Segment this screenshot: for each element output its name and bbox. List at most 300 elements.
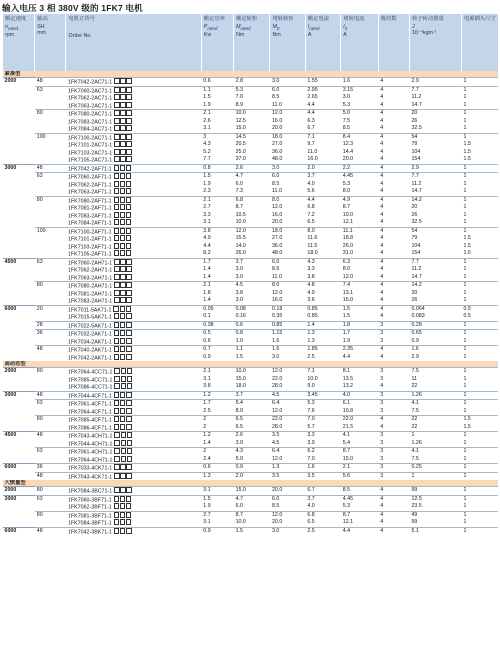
- cell-shaft-height: [35, 243, 66, 251]
- cell-stall-torque: 1.6: [270, 346, 305, 354]
- cell-rated-speed: 2000: [3, 78, 35, 87]
- option-code-boxes: [114, 243, 132, 251]
- cell-rated-power: 2: [201, 448, 233, 456]
- cell-rated-speed: 2000: [3, 487, 35, 496]
- cell-stall-torque: 1.15: [270, 330, 305, 338]
- cell-rated-torque: 3.0: [235, 439, 243, 446]
- cell-stall-current: 12.3: [342, 141, 354, 147]
- order-number-text: 1FK7034-2AK71-1: [67, 339, 112, 345]
- cell-rated-power: 3.8: [201, 227, 233, 235]
- cell-rated-torque: 26.0: [235, 250, 246, 256]
- cell-rated-torque: 25.0: [235, 148, 246, 155]
- table-row: [3, 243, 499, 251]
- cell-rated-current: 0.85: [305, 305, 340, 313]
- cell-connector-size: 1: [462, 133, 499, 141]
- option-code-boxes: [114, 204, 132, 212]
- cell-shaft-height: [35, 204, 66, 212]
- cell-rated-power: 0.5: [201, 330, 233, 338]
- cell-rated-power: 0.8: [201, 164, 233, 173]
- cell-connector-size: 1: [462, 110, 499, 118]
- cell-rated-current: 9.0: [307, 383, 315, 389]
- cell-rated-current: 11.5: [307, 242, 318, 249]
- option-code-boxes: [114, 448, 132, 456]
- order-number-text: 1FK7080-2AH71-1: [67, 283, 113, 290]
- cell-rated-speed: 3000: [3, 495, 35, 503]
- cell-rated-current: 1.4: [305, 321, 340, 330]
- cell-rated-power: 1.2: [201, 391, 233, 400]
- cell-connector-size: 1: [462, 258, 499, 266]
- order-number-text: 1FK7042-2AK71-1: [67, 355, 112, 361]
- order-number-text: 1FK7084-2AC71-1: [67, 126, 113, 133]
- cell-connector-size: 0.5: [462, 305, 499, 313]
- cell-shaft-height: 36: [35, 330, 66, 338]
- cell-stall-current: 8.7: [341, 448, 378, 456]
- cell-stall-torque: 1.3: [270, 464, 305, 473]
- cell-rated-torque: 10.5: [235, 211, 246, 218]
- table-row: [3, 330, 499, 338]
- cell-pole-pairs: 4: [380, 148, 384, 155]
- table-row: [3, 181, 499, 189]
- cell-pole-pairs: 4: [378, 282, 409, 290]
- cell-pole-pairs: 4: [378, 173, 409, 181]
- cell-order-number: [66, 354, 201, 362]
- option-code-boxes: [114, 219, 132, 227]
- cell-shaft-height: [35, 519, 66, 527]
- table-row: [3, 227, 499, 235]
- header-rated-power: 额定功率 $P_{rated}$ Kw: [201, 14, 233, 71]
- table-row: [3, 503, 499, 511]
- header-shaft-height: 轴高 SH mm: [35, 14, 66, 71]
- cell-rated-power: 1.7: [201, 400, 233, 408]
- cell-stall-torque: 16.0: [271, 117, 283, 124]
- cell-rated-power: 5.2: [203, 148, 211, 155]
- cell-shaft-height: [35, 118, 66, 126]
- cell-pole-pairs: 4: [380, 125, 384, 131]
- cell-rated-current: 1.55: [305, 78, 340, 87]
- cell-rated-torque: 5.3: [234, 86, 270, 94]
- cell-rotor-inertia: 1.26: [409, 391, 461, 400]
- cell-rated-current: 7.0: [305, 416, 340, 424]
- cell-stall-current: 4.9: [341, 196, 378, 204]
- cell-shaft-height: [35, 503, 66, 511]
- cell-rated-current: 4.0: [307, 180, 315, 187]
- cell-rated-power: 4.4: [203, 242, 211, 249]
- table-row: [3, 368, 499, 376]
- cell-rated-speed: 3000: [3, 391, 35, 400]
- cell-shaft-height: [35, 266, 66, 274]
- order-number-text: 1FK7011-5AK71-1: [67, 307, 112, 313]
- cell-shaft-height: 48: [35, 346, 66, 354]
- cell-rated-current: 1.85: [305, 346, 340, 354]
- header-pole-pairs: 极对数: [378, 14, 409, 71]
- cell-rotor-inertia: 2.9: [411, 353, 419, 360]
- table-row: [3, 346, 499, 354]
- cell-connector-size: 1: [463, 101, 467, 108]
- cell-rotor-inertia: 14.7: [411, 188, 422, 194]
- cell-rated-torque: 2.0: [234, 472, 270, 480]
- cell-rated-torque: 10.0: [235, 519, 246, 525]
- cell-stall-torque: 12.0: [270, 110, 305, 118]
- cell-order-number: [66, 78, 201, 87]
- cell-connector-size: 1: [463, 273, 467, 280]
- cell-rated-power: 3.1: [203, 125, 211, 131]
- option-code-boxes: [114, 78, 132, 86]
- cell-stall-torque: 11.0: [271, 188, 282, 194]
- cell-order-number: [66, 383, 201, 391]
- cell-stall-current: 5.4: [342, 439, 351, 446]
- cell-shaft-height: 80: [35, 487, 66, 496]
- order-number-text: 1FK7062-2AH71-1: [67, 267, 113, 274]
- cell-stall-current: 4.4: [341, 527, 378, 535]
- cell-connector-size: 1: [463, 125, 467, 131]
- cell-rated-power: 2: [201, 416, 233, 424]
- cell-rated-power: 2.1: [201, 368, 233, 376]
- cell-rated-torque: 15.0: [234, 487, 270, 496]
- cell-order-number: [66, 250, 201, 258]
- cell-pole-pairs: 3: [380, 407, 384, 414]
- cell-rated-speed: 3000: [3, 164, 35, 173]
- order-number-text: 1FK7044-4CF71-1: [67, 393, 112, 399]
- cell-rotor-inertia: 54: [409, 227, 461, 235]
- cell-rated-speed: 2000: [3, 368, 35, 376]
- cell-rated-power: 0.9: [201, 527, 233, 535]
- cell-pole-pairs: 4: [380, 180, 384, 187]
- cell-order-number: [66, 118, 201, 126]
- cell-order-number: [66, 149, 201, 157]
- cell-rated-power: 0.1: [203, 313, 211, 319]
- cell-stall-torque: 6.4: [270, 448, 305, 456]
- cell-stall-torque: 3.0: [270, 78, 305, 87]
- cell-pole-pairs: 3: [380, 375, 384, 382]
- cell-shaft-height: 63: [35, 258, 66, 266]
- cell-rated-torque: 1.5: [235, 353, 243, 360]
- cell-rated-torque: 6.5: [234, 416, 270, 424]
- order-number-text: 1FK7086-4CF71-1: [67, 425, 112, 431]
- cell-shaft-height: 63: [35, 86, 66, 94]
- option-code-boxes: [114, 110, 132, 118]
- cell-rated-current: 11.0: [307, 148, 318, 155]
- order-number-text: 1FK7022-5AK71-1: [67, 323, 112, 329]
- cell-rated-speed: [3, 250, 35, 258]
- cell-rated-power: 3.8: [203, 383, 211, 389]
- option-code-boxes: [114, 432, 132, 440]
- cell-pole-pairs: 4: [380, 250, 384, 256]
- cell-stall-current: 2.35: [341, 346, 378, 354]
- order-number-text: 1FK7063-2AH71-1: [67, 275, 113, 281]
- cell-rotor-inertia: 7.5: [409, 368, 461, 376]
- cell-connector-size: 0.5: [463, 313, 471, 319]
- cell-pole-pairs: 4: [380, 235, 384, 241]
- cell-connector-size: 1: [462, 321, 499, 330]
- cell-shaft-height: [35, 212, 66, 220]
- cell-stall-torque: 6.0: [270, 258, 305, 266]
- table-row: [3, 464, 499, 473]
- cell-rated-power: 4.9: [203, 235, 211, 241]
- cell-stall-torque: 16.0: [271, 297, 283, 303]
- cell-rated-power: 3: [201, 133, 233, 141]
- cell-connector-size: 1: [462, 196, 499, 204]
- order-number-text: 1FK7101-2AF71-1: [67, 236, 112, 243]
- cell-rated-current: 4.3: [305, 258, 340, 266]
- cell-rated-speed: [3, 227, 35, 235]
- cell-rated-torque: 1.1: [234, 346, 270, 354]
- cell-stall-current: 8.7: [341, 511, 378, 519]
- cell-pole-pairs: 3: [378, 464, 409, 473]
- cell-connector-size: 1.5: [463, 148, 471, 155]
- cell-stall-current: 20.0: [342, 156, 354, 162]
- cell-rotor-inertia: 5.1: [409, 527, 461, 535]
- cell-shaft-height: [35, 338, 66, 346]
- section-title: 紧凑型: [3, 71, 499, 78]
- cell-shaft-height: [35, 250, 66, 258]
- cell-rated-current: 4.0: [307, 503, 315, 509]
- cell-rated-speed: [3, 266, 35, 274]
- cell-rated-current: 6.8: [307, 204, 315, 210]
- cell-pole-pairs: 4: [380, 242, 384, 249]
- option-code-boxes: [114, 338, 132, 346]
- cell-stall-torque: 8.5: [271, 503, 280, 509]
- motor-spec-table: [2, 14, 498, 535]
- option-code-boxes: [114, 408, 132, 416]
- cell-rated-speed: [3, 416, 35, 424]
- order-number-text: 1FK7015-5AK71-1: [67, 314, 112, 321]
- cell-pole-pairs: 4: [378, 258, 409, 266]
- cell-rated-power: 1.1: [201, 86, 233, 94]
- table-row: [3, 258, 499, 266]
- order-number-text: 1FK7100-2AC71-1: [67, 135, 113, 141]
- cell-pole-pairs: 3: [378, 448, 409, 456]
- order-number-text: 1FK7062-2AC71-1: [67, 95, 113, 102]
- table-row: [3, 78, 499, 87]
- cell-shaft-height: 48: [35, 472, 66, 480]
- cell-stall-torque: 20.0: [271, 125, 283, 131]
- cell-rated-power: 1.5: [201, 173, 233, 181]
- cell-shaft-height: [35, 354, 66, 362]
- option-code-boxes: [114, 188, 132, 196]
- cell-rated-torque: 3.7: [234, 258, 270, 266]
- cell-rated-torque: 18.0: [235, 383, 246, 389]
- cell-order-number: [66, 266, 201, 274]
- cell-shaft-height: 48: [35, 391, 66, 400]
- order-number-text: 1FK7033-4CK71-1: [67, 465, 113, 472]
- cell-rated-current: 2.95: [305, 86, 340, 94]
- cell-rated-torque: 8.0: [235, 407, 243, 414]
- section-title: 高动态型: [3, 361, 499, 368]
- cell-connector-size: 1: [463, 188, 467, 194]
- table-row: [3, 511, 499, 519]
- option-code-boxes: [114, 376, 132, 384]
- cell-order-number: [66, 321, 201, 330]
- cell-pole-pairs: 4: [378, 78, 409, 87]
- cell-order-number: [66, 86, 201, 94]
- cell-pole-pairs: 3: [380, 439, 384, 446]
- cell-rated-speed: [3, 274, 35, 282]
- order-number-text: 1FK7060-2AF71-1: [67, 174, 112, 181]
- option-code-boxes: [114, 181, 132, 189]
- cell-stall-current: 15.0: [342, 455, 354, 462]
- order-number-text: 1FK7064-4CC71-1: [67, 369, 113, 376]
- option-code-boxes: [114, 173, 132, 181]
- header-rated-speed: 额定速度 $n_{rated}$ rpm: [3, 14, 35, 71]
- cell-rated-current: 4.9: [307, 289, 315, 296]
- order-number-text: 1FK7040-2AK71-1: [67, 347, 112, 354]
- cell-rated-torque: 7.0: [235, 94, 243, 100]
- cell-rotor-inertia: 26: [411, 211, 418, 218]
- cell-stall-torque: 22.0: [270, 416, 305, 424]
- cell-rated-power: 2.6: [203, 117, 211, 124]
- cell-rated-torque: 2.8: [234, 78, 270, 87]
- cell-stall-current: 11.1: [341, 227, 378, 235]
- table-row: [3, 204, 499, 212]
- cell-stall-current: 12.0: [342, 273, 354, 280]
- cell-rotor-inertia: 14.2: [409, 282, 461, 290]
- cell-stall-current: 5.6: [341, 472, 378, 480]
- order-number-text: 1FK7081-2AF71-1: [67, 205, 112, 212]
- cell-stall-current: 1.6: [341, 78, 378, 87]
- cell-order-number: [66, 196, 201, 204]
- cell-pole-pairs: 4: [380, 313, 384, 319]
- cell-rotor-inertia: 32.5: [411, 125, 422, 131]
- cell-connector-size: 1: [463, 407, 467, 414]
- cell-shaft-height: [35, 424, 66, 432]
- cell-rated-power: 0.7: [201, 346, 233, 354]
- cell-connector-size: 1: [462, 432, 499, 440]
- order-number-text: 1FK7105-2AC71-1: [67, 157, 113, 164]
- option-code-boxes: [114, 102, 132, 110]
- cell-rated-power: 1.4: [203, 266, 211, 272]
- cell-rated-current: 2.5: [305, 527, 340, 535]
- cell-rotor-inertia: 2.9: [409, 164, 461, 173]
- cell-connector-size: 1: [462, 346, 499, 354]
- cell-rotor-inertia: 0.65: [409, 330, 461, 338]
- cell-shaft-height: [35, 141, 66, 149]
- table-row: [3, 432, 499, 440]
- cell-stall-current: 4.45: [341, 173, 378, 181]
- header-rotor-inertia: 转子转动惯量 J 10⁻⁴kgm ²: [409, 14, 461, 71]
- cell-order-number: [66, 156, 201, 164]
- cell-connector-size: 1.5: [462, 416, 499, 424]
- cell-stall-current: 10.8: [342, 407, 354, 414]
- table-row: [3, 118, 499, 126]
- cell-rated-speed: [3, 448, 35, 456]
- cell-order-number: [66, 472, 201, 480]
- option-code-boxes: [114, 290, 132, 298]
- order-number-text: 1FK7063-2AF71-1: [67, 189, 112, 196]
- cell-pole-pairs: 4: [380, 141, 384, 147]
- cell-rated-torque: 8.9: [235, 101, 243, 108]
- cell-order-number: [66, 188, 201, 196]
- cell-pole-pairs: 3: [378, 368, 409, 376]
- cell-rated-speed: [3, 212, 35, 220]
- option-code-boxes: [114, 392, 132, 400]
- cell-stall-current: 8.7: [342, 204, 351, 210]
- cell-stall-current: 8.4: [341, 133, 378, 141]
- cell-rated-power: 1.4: [203, 297, 211, 303]
- option-code-boxes: [114, 496, 132, 504]
- cell-stall-current: 5.3: [342, 180, 351, 187]
- cell-rotor-inertia: 20: [411, 289, 418, 296]
- cell-rated-speed: [3, 102, 35, 110]
- cell-rated-speed: [3, 424, 35, 432]
- cell-rotor-inertia: 26: [411, 117, 418, 124]
- order-number-text: 1FK7103-2AC71-1: [67, 150, 113, 156]
- cell-pole-pairs: 4: [378, 527, 409, 535]
- cell-stall-torque: 20.0: [270, 487, 305, 496]
- cell-shaft-height: 20: [35, 305, 66, 313]
- cell-rated-torque: 6.5: [235, 423, 243, 430]
- cell-rotor-inertia: 1.6: [409, 346, 461, 354]
- order-number-text: 1FK7105-2AF71-1: [67, 251, 112, 258]
- option-code-boxes: [114, 464, 132, 472]
- cell-connector-size: 1: [463, 180, 467, 187]
- cell-rated-speed: [3, 133, 35, 141]
- cell-rotor-inertia: 23.5: [411, 503, 422, 509]
- cell-shaft-height: 80: [35, 368, 66, 376]
- cell-rated-power: 2.4: [203, 455, 211, 462]
- cell-rotor-inertia: 1: [409, 432, 461, 440]
- cell-stall-torque: 3.0: [270, 527, 305, 535]
- order-number-text: 1FK7044-4CH71-1: [67, 441, 113, 447]
- cell-shaft-height: [35, 219, 66, 227]
- option-code-boxes: [113, 306, 131, 314]
- cell-rated-power: 1.5: [201, 495, 233, 503]
- cell-rated-current: 2.0: [305, 164, 340, 173]
- option-code-boxes: [114, 440, 132, 448]
- cell-rotor-inertia: 2.9: [409, 78, 461, 87]
- cell-connector-size: 1.5: [463, 423, 471, 430]
- option-code-boxes: [114, 266, 132, 274]
- cell-stall-torque: 18.0: [270, 227, 305, 235]
- cell-rotor-inertia: 14.7: [411, 101, 422, 108]
- cell-rated-torque: 0.8: [234, 330, 270, 338]
- cell-rated-power: 1.9: [203, 503, 211, 509]
- table-row: [3, 383, 499, 391]
- cell-rated-power: 3.1: [201, 487, 233, 496]
- cell-stall-torque: 0.18: [270, 305, 305, 313]
- cell-rotor-inertia: 26: [411, 297, 418, 303]
- option-code-boxes: [114, 149, 132, 157]
- cell-pole-pairs: 4: [380, 94, 384, 100]
- cell-stall-current: 8.0: [342, 188, 351, 194]
- header-rated-current: 额定电流 $I_{rated}$ A: [305, 14, 340, 71]
- cell-stall-torque: 12.0: [271, 289, 283, 296]
- cell-pole-pairs: 4: [378, 164, 409, 173]
- cell-connector-size: 1: [462, 282, 499, 290]
- cell-rated-speed: [3, 338, 35, 346]
- cell-stall-current: 8.1: [341, 368, 378, 376]
- order-number-text: 1FK7064-4CH71-1: [67, 457, 113, 463]
- cell-connector-size: 1: [462, 227, 499, 235]
- cell-rated-speed: 4500: [3, 432, 35, 440]
- cell-connector-size: 1: [462, 78, 499, 87]
- cell-rated-torque: 8.7: [234, 511, 270, 519]
- order-number-text: 1FK7042-2AC71-1: [67, 79, 113, 86]
- cell-connector-size: 1: [462, 487, 499, 496]
- cell-shaft-height: 63: [35, 448, 66, 456]
- option-code-boxes: [114, 512, 132, 520]
- cell-rated-power: 2.7: [203, 204, 211, 210]
- cell-rated-current: 16.0: [307, 156, 318, 162]
- cell-order-number: [66, 297, 201, 305]
- cell-rotor-inertia: 11.2: [411, 180, 422, 187]
- cell-shaft-height: [35, 235, 66, 243]
- cell-rated-speed: [3, 376, 35, 384]
- cell-rated-speed: [3, 297, 35, 305]
- cell-rated-current: 3.8: [307, 273, 315, 280]
- table-row: [3, 400, 499, 408]
- cell-stall-torque: 36.0: [271, 148, 283, 155]
- cell-pole-pairs: 4: [380, 273, 384, 280]
